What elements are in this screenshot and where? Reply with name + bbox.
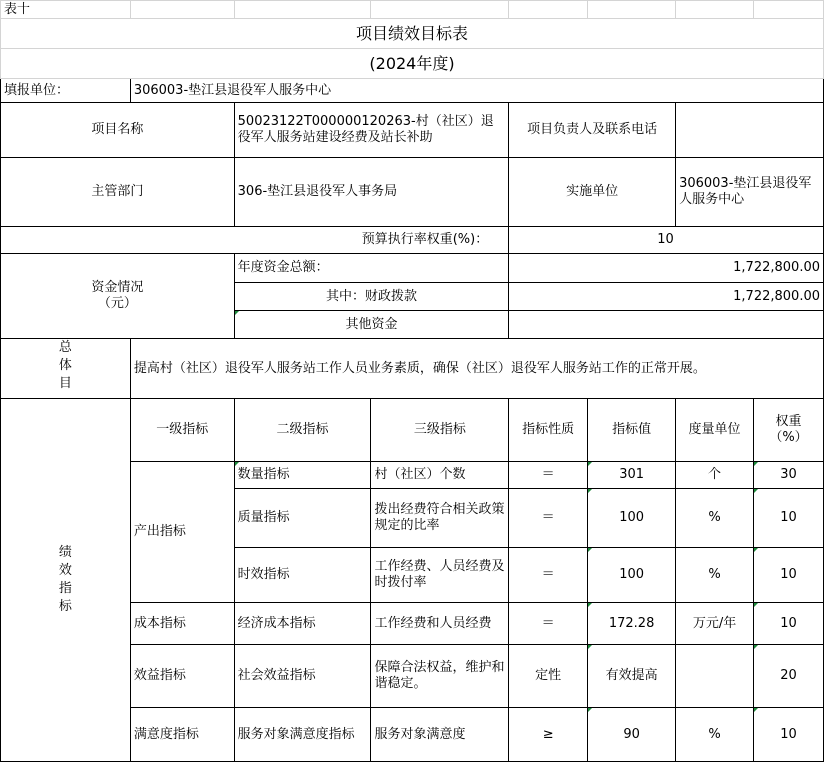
level3-cell: 保障合法权益，维护和谐稳定。 — [371, 645, 509, 708]
value-cell: 90 — [588, 708, 676, 762]
budget-weight-label: 预算执行率权重(%)： — [1, 227, 509, 254]
funds-fiscal-label: 其中：财政拨款 — [234, 283, 509, 311]
reporting-unit-label: 填报单位： — [1, 79, 131, 103]
level3-cell: 工作经费和人员经费 — [371, 603, 509, 645]
funds-other-label: 其他资金 — [234, 311, 509, 339]
level2-cell: 质量指标 — [234, 489, 371, 548]
overall-goal-label: 总 体 目 — [1, 339, 131, 399]
header-value: 指标值 — [588, 399, 676, 462]
project-name-label: 项目名称 — [1, 103, 235, 158]
value-cell: 100 — [588, 489, 676, 548]
unit-cell: % — [676, 489, 754, 548]
funds-label: 资金情况 （元） — [1, 254, 235, 339]
level3-cell: 服务对象满意度 — [371, 708, 509, 762]
unit-cell: % — [676, 708, 754, 762]
supervising-dept-value: 306-垫江县退役军人事务局 — [234, 158, 509, 227]
weight-cell: 30 — [753, 462, 823, 489]
overall-goal-text: 提高村（社区）退役军人服务站工作人员业务素质，确保（社区）退役军人服务站工作的正常开展。 — [130, 339, 823, 399]
project-leader-label: 项目负责人及联系电话 — [509, 103, 676, 158]
nature-cell: ＝ — [509, 489, 588, 548]
supervising-dept-label: 主管部门 — [1, 158, 235, 227]
header-level2: 二级指标 — [234, 399, 371, 462]
weight-cell: 10 — [753, 708, 823, 762]
level2-cell: 经济成本指标 — [234, 603, 371, 645]
value-cell: 100 — [588, 548, 676, 603]
unit-cell: 万元/年 — [676, 603, 754, 645]
level1-cell: 产出指标 — [130, 462, 234, 603]
project-leader-value — [676, 103, 824, 158]
weight-cell: 10 — [753, 603, 823, 645]
funds-total-value: 1,722,800.00 — [509, 254, 824, 283]
level1-cell: 效益指标 — [130, 645, 234, 708]
level2-cell: 社会效益指标 — [234, 645, 371, 708]
header-unit: 度量单位 — [676, 399, 754, 462]
level3-cell: 村（社区）个数 — [371, 462, 509, 489]
table-number: 表十 — [1, 1, 131, 19]
fiscal-year: (2024年度) — [1, 49, 824, 79]
funds-total-label: 年度资金总额： — [234, 254, 509, 283]
nature-cell: 定性 — [509, 645, 588, 708]
level2-cell: 时效指标 — [234, 548, 371, 603]
value-cell: 172.28 — [588, 603, 676, 645]
level1-cell: 满意度指标 — [130, 708, 234, 762]
funds-other-value — [509, 311, 824, 339]
level2-cell: 服务对象满意度指标 — [234, 708, 371, 762]
header-level1: 一级指标 — [130, 399, 234, 462]
level3-cell: 工作经费、人员经费及时拨付率 — [371, 548, 509, 603]
level1-cell: 成本指标 — [130, 603, 234, 645]
unit-cell: 个 — [676, 462, 754, 489]
unit-cell: % — [676, 548, 754, 603]
nature-cell: ＝ — [509, 462, 588, 489]
value-cell: 301 — [588, 462, 676, 489]
page-title: 项目绩效目标表 — [1, 19, 824, 49]
funds-fiscal-value: 1,722,800.00 — [509, 283, 824, 311]
level2-cell: 数量指标 — [234, 462, 371, 489]
nature-cell: ＝ — [509, 603, 588, 645]
level3-cell: 拨出经费符合相关政策规定的比率 — [371, 489, 509, 548]
reporting-unit-value: 306003-垫江县退役军人服务中心 — [130, 79, 823, 103]
value-cell: 有效提高 — [588, 645, 676, 708]
project-name-value: 50023122T000000120263-村（社区）退役军人服务站建设经费及站长补助 — [234, 103, 509, 158]
header-level3: 三级指标 — [371, 399, 509, 462]
weight-cell: 10 — [753, 548, 823, 603]
weight-cell: 20 — [753, 645, 823, 708]
budget-weight-value: 10 — [509, 227, 824, 254]
header-weight: 权重 （%） — [753, 399, 823, 462]
nature-cell: ＝ — [509, 548, 588, 603]
implementing-unit-label: 实施单位 — [509, 158, 676, 227]
unit-cell — [676, 645, 754, 708]
performance-indicators-label: 绩 效 指 标 — [1, 399, 131, 762]
nature-cell: ≥ — [509, 708, 588, 762]
weight-cell: 10 — [753, 489, 823, 548]
implementing-unit-value: 306003-垫江县退役军人服务中心 — [676, 158, 824, 227]
header-nature: 指标性质 — [509, 399, 588, 462]
